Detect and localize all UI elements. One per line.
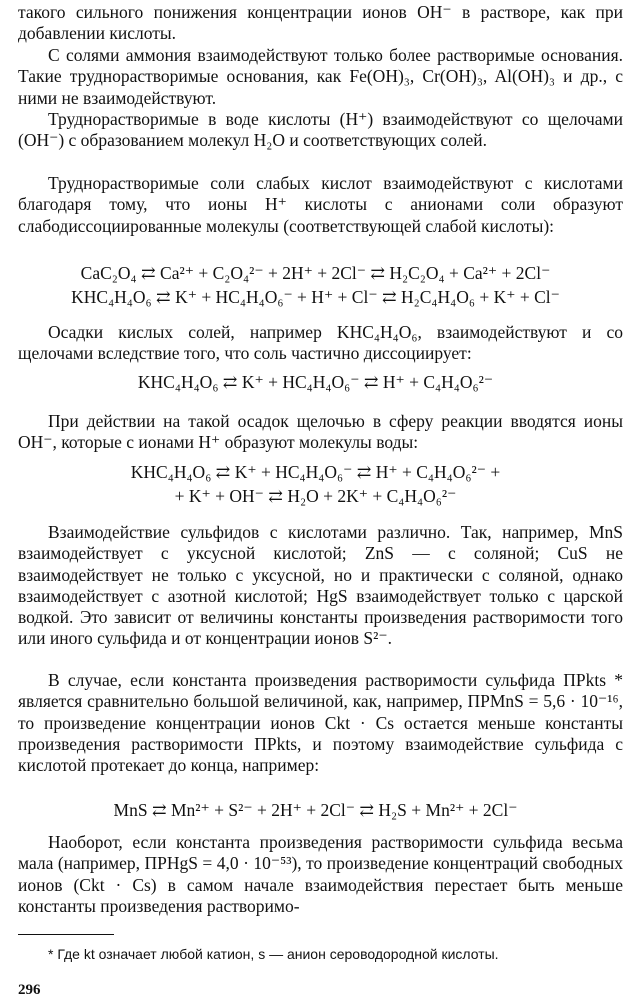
footnote-divider — [18, 934, 114, 935]
equation-tartrate-alkali-line2: + K⁺ + OH⁻ ⇄ H₂O + 2K⁺ + C₄H₄O₆²⁻ — [174, 486, 457, 506]
paragraph-ammonium-salts: С солями аммония взаимодействуют только более растворимые основания. Такие труднорастворимые основания, как Fe(OH)₃, Cr(OH)₃, Al(OH)₃ и др., с ними не взаимодействуют. — [18, 45, 623, 108]
paragraph-insoluble-salts: Труднорастворимые соли слабых кислот взаимодействуют с кислотами благодаря тому, что ионы H⁺ кислоты с анионами соли образуют слабодиссоциированные молекулы (соответствующей слабой кислоты): — [18, 173, 623, 236]
paragraph-insoluble-acids: Труднорастворимые в воде кислоты (H⁺) взаимодействуют со щелочами (OH⁻) с образованием молекул H₂O и соответствующих солей. — [18, 109, 623, 151]
equation-tartrate-acid: KHC₄H₄O₆ ⇄ K⁺ + HC₄H₄O₆⁻ + H⁺ + Cl⁻ ⇄ H₂C₄H₄O₆ + K⁺ + Cl⁻ — [71, 287, 560, 307]
paragraph-acid-salts: Осадки кислых солей, например KHC₄H₄O₆, взаимодействуют и со щелочами вследствие того, что соль частично диссоциирует: — [18, 322, 623, 364]
equation-tartrate-dissociation: KHC₄H₄O₆ ⇄ K⁺ + HC₄H₄O₆⁻ ⇄ H⁺ + C₄H₄O₆²⁻ — [137, 372, 494, 392]
paragraph-solubility-product: В случае, если константа произведения растворимости сульфида ПРkts * является сравнительно большой величиной, как, например, ПРMnS = 5,6 · 10⁻¹⁶, то произведение концентрации ионов Ckt · Cs остается меньше константы произведения растворимости ПРkts, и поэтому взаимодействие сульфида с кислотой протекает до конца, например: — [18, 670, 623, 776]
paragraph-sulfides: Взаимодействие сульфидов с кислотами различно. Так, например, MnS взаимодействует с уксусной кислотой; ZnS — с соляной; CuS не взаимодействует не только с уксусной, но и практически с соляной, однако взаимодействует с азотной кислотой; HgS взаимодействует только с царской водкой. Это зависит от величины константы произведения растворимости того или иного сульфида и от концентрации ионов S²⁻. — [18, 522, 623, 649]
equation-manganese-sulfide: MnS ⇄ Mn²⁺ + S²⁻ + 2H⁺ + 2Cl⁻ ⇄ H₂S + Mn²⁺ + 2Cl⁻ — [113, 800, 518, 820]
paragraph-alkali-action: При действии на такой осадок щелочью в сферу реакции вводятся ионы OH⁻, которые с ионами H⁺ образуют молекулы воды: — [18, 411, 623, 453]
paragraph-continuation: такого сильного понижения концентрации ионов OH⁻ в растворе, как при добавлении кислоты. — [18, 2, 623, 44]
paragraph-conversely: Наоборот, если константа произведения растворимости сульфида весьма мала (например, ПРHgS = 4,0 · 10⁻⁵³), то произведение концентраций свободных ионов (Ckt · Cs) в самом начале взаимодействия перестает быть меньше константы произведения растворимо- — [18, 832, 623, 916]
equation-calcium-oxalate: CaC₂O₄ ⇄ Ca²⁺ + C₂O₄²⁻ + 2H⁺ + 2Cl⁻ ⇄ H₂C₂O₄ + Ca²⁺ + 2Cl⁻ — [80, 263, 551, 283]
footnote: * Где kt означает любой катион, s — анион сероводородной кислоты. — [48, 946, 499, 962]
page-number: 296 — [18, 982, 41, 998]
equation-tartrate-alkali-line1: KHC₄H₄O₆ ⇄ K⁺ + HC₄H₄O₆⁻ ⇄ H⁺ + C₄H₄O₆²⁻ + — [130, 462, 501, 482]
